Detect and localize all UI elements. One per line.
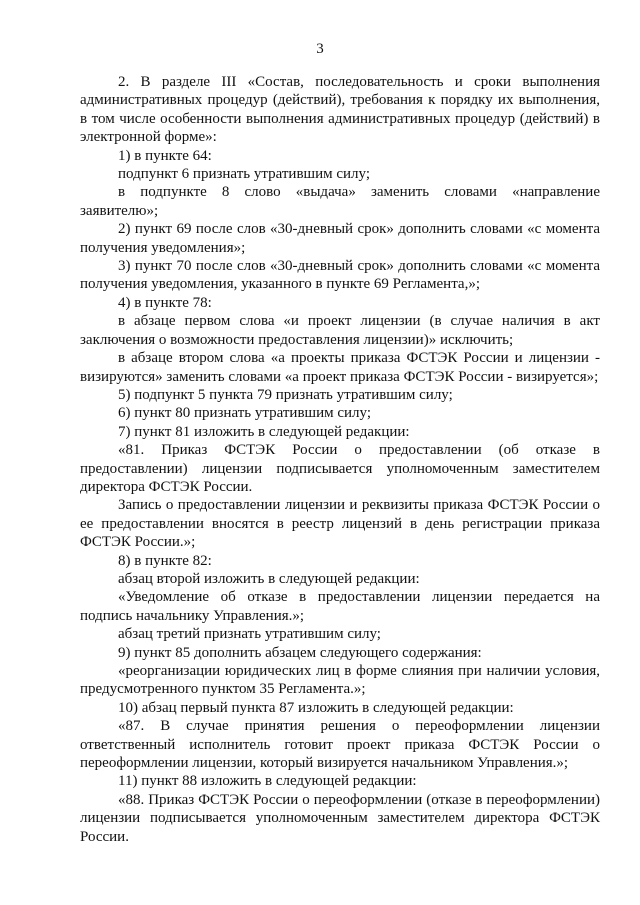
paragraph-item-4: 4) в пункте 78: xyxy=(118,294,212,311)
paragraph-quote-reorganization: «реорганизации юридических лиц в форме слияния при наличии условия, предусмотренного пунктом 35 Регламента.»; xyxy=(80,663,600,698)
paragraph-section-intro: 2. В разделе III «Состав, последовательность и сроки выполнения административных процедур (действий), требования к порядку их выполнения, в том числе особенности выполнения административных процедур (действий) в электронной форме»: xyxy=(80,74,600,146)
paragraph-item-1-sub-6: подпункт 6 признать утратившим силу; xyxy=(118,166,370,183)
paragraph-quote-notice: «Уведомление об отказе в предоставлении лицензии передается на подпись начальнику Управления.»; xyxy=(80,589,600,624)
paragraph-item-6: 6) пункт 80 признать утратившим силу; xyxy=(118,405,372,422)
paragraph-item-7: 7) пункт 81 изложить в следующей редакции: xyxy=(118,423,410,440)
paragraph-item-8-abzac-2: абзац второй изложить в следующей редакции: xyxy=(118,570,420,587)
paragraph-item-8-abzac-3: абзац третий признать утратившим силу; xyxy=(118,626,381,643)
paragraph-item-3: 3) пункт 70 после слов «30-дневный срок» дополнить словами «с момента получения уведомления, указанного в пункте 69 Регламента,»; xyxy=(80,258,600,293)
page-number: 3 xyxy=(316,41,324,57)
paragraph-item-4-abzac-2: в абзаце втором слова «а проекты приказа ФСТЭК России и лицензии - визируются» заменить словами «а проект приказа ФСТЭК России - визируется»; xyxy=(80,350,600,385)
paragraph-quote-87: «87. В случае принятия решения о переоформлении лицензии ответственный исполнитель готовит проект приказа ФСТЭК России о переоформлении лицензии, который визируется начальником Управления.»; xyxy=(80,718,600,772)
paragraph-item-5: 5) подпункт 5 пункта 79 признать утратившим силу; xyxy=(118,386,453,403)
paragraph-item-8: 8) в пункте 82: xyxy=(118,552,212,569)
paragraph-item-10: 10) абзац первый пункта 87 изложить в следующей редакции: xyxy=(118,699,514,716)
document-body xyxy=(80,73,600,846)
paragraph-quote-81-record: Запись о предоставлении лицензии и реквизиты приказа ФСТЭК России о ее предоставлении вносятся в реестр лицензий в день регистрации приказа ФСТЭК России.»; xyxy=(80,497,600,551)
paragraph-item-4-abzac-1: в абзаце первом слова «и проект лицензии (в случае наличия в акт заключения о возможности предоставления лицензии)» исключить; xyxy=(80,313,600,348)
paragraph-item-1: 1) в пункте 64: xyxy=(118,147,212,164)
paragraph-item-1-sub-8: в подпункте 8 слово «выдача» заменить словами «направление заявителю»; xyxy=(80,184,600,219)
paragraph-item-11: 11) пункт 88 изложить в следующей редакции: xyxy=(118,773,417,790)
paragraph-item-9: 9) пункт 85 дополнить абзацем следующего содержания: xyxy=(118,644,482,661)
paragraph-item-2: 2) пункт 69 после слов «30-дневный срок» дополнить словами «с момента получения уведомления»; xyxy=(80,221,600,256)
paragraph-quote-81: «81. Приказ ФСТЭК России о предоставлении (об отказе в предоставлении) лицензии подписывается уполномоченным заместителем директора ФСТЭК России. xyxy=(80,442,600,495)
paragraph-quote-88: «88. Приказ ФСТЭК России о переоформлении (отказе в переоформлении) лицензии подписывается уполномоченным заместителем директора ФСТЭК России. xyxy=(80,791,600,845)
